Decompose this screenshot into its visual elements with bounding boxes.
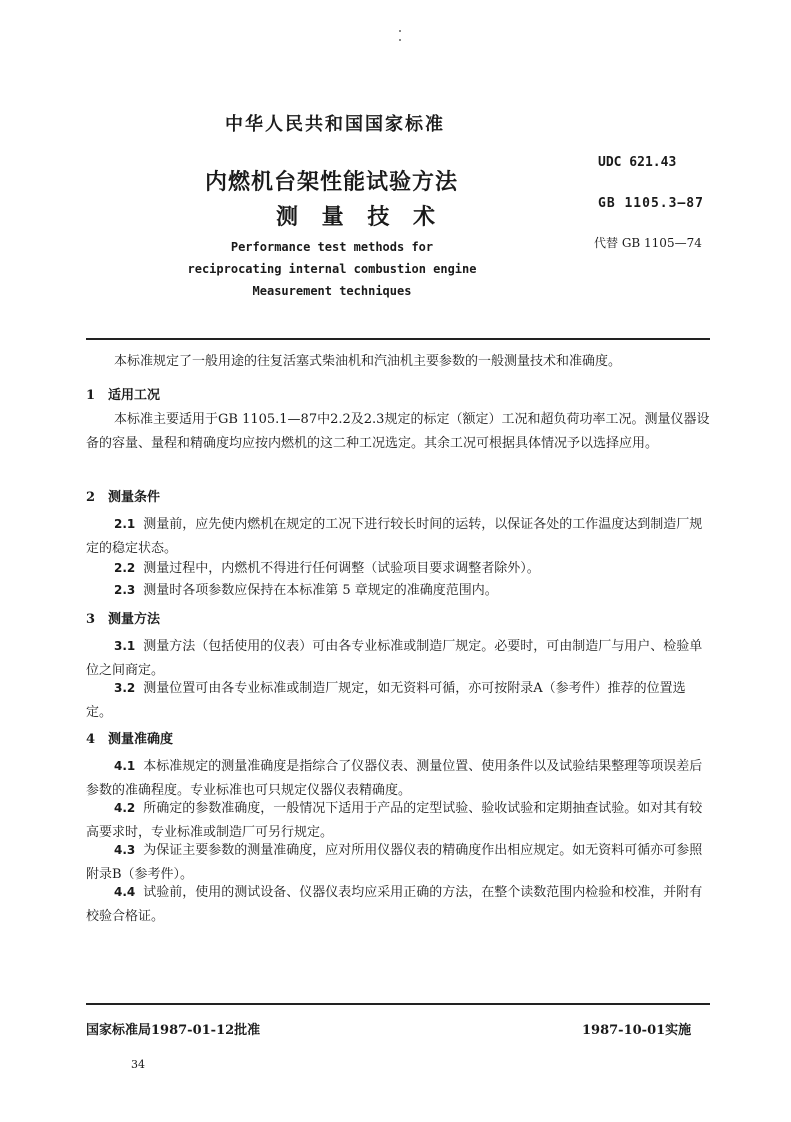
english-title-line: Performance test methods for xyxy=(230,240,434,254)
clause-text: 测量前，应先使内燃机在规定的工况下进行较长时间的运转，以保证各处的工作温度达到制造厂规定的稳定状态。 xyxy=(86,517,703,556)
clause-4-4 xyxy=(86,880,710,929)
clause-number: 4.1 xyxy=(114,759,136,773)
standard-country-heading: 中华人民共和国国家标准 xyxy=(225,114,445,135)
page-number: 34 xyxy=(131,1058,145,1071)
clause-number: 2.2 xyxy=(114,561,136,575)
standard-title: 内燃机台架性能试验方法 xyxy=(205,169,459,195)
udc-code: UDC 621.43 xyxy=(598,155,677,170)
clause-number: 4.3 xyxy=(114,843,136,857)
scan-mark xyxy=(399,30,401,52)
approval-date: 国家标准局1987-01-12批准 xyxy=(86,1023,261,1038)
clause-2-3 xyxy=(86,578,710,603)
clause-text: 测量方法（包括使用的仪表）可由各专业标准或制造厂规定。必要时，可由制造厂与用户、检验单位之间商定。 xyxy=(86,639,703,678)
clause-text: 试验前，使用的测试设备、仪器仪表均应采用正确的方法，在整个读数范围内检验和校准，并附有校验合格证。 xyxy=(86,885,703,924)
clause-3-2 xyxy=(86,676,710,725)
clause-text: 测量位置可由各专业标准或制造厂规定，如无资料可循，亦可按附录A（参考件）推荐的位置选定。 xyxy=(86,681,686,720)
clause-number: 3.1 xyxy=(114,639,136,653)
section-heading-3 xyxy=(86,608,160,627)
effective-date: 1987-10-01实施 xyxy=(582,1023,692,1038)
clause-text: 测量时各项参数应保持在本标准第 5 章规定的准确度范围内。 xyxy=(143,583,498,598)
section-title: 测量条件 xyxy=(108,490,161,505)
section-number: 2 xyxy=(86,490,96,505)
section-title: 测量方法 xyxy=(108,612,161,627)
clause-number: 2.1 xyxy=(114,517,136,531)
english-title-line: reciprocating internal combustion engine xyxy=(187,262,477,276)
section-heading-4 xyxy=(86,728,173,747)
clause-text: 为保证主要参数的测量准确度，应对所用仪器仪表的精确度作出相应规定。如无资料可循亦可参照附录B（参考件）。 xyxy=(86,843,703,882)
section-number: 3 xyxy=(86,612,96,627)
intro-paragraph: 本标准规定了一般用途的往复活塞式柴油机和汽油机主要参数的一般测量技术和准确度。 xyxy=(114,354,622,369)
clause-number: 4.2 xyxy=(114,801,136,815)
clause-text: 所确定的参数准确度，一般情况下适用于产品的定型试验、验收试验和定期抽查试验。如对其有较高要求时，专业标准或制造厂可另行规定。 xyxy=(86,801,703,840)
footer-divider xyxy=(86,1003,710,1005)
clause-number: 3.2 xyxy=(114,681,136,695)
section-number: 4 xyxy=(86,732,96,747)
clause-text: 本标准规定的测量准确度是指综合了仪器仪表、测量位置、使用条件以及试验结果整理等项误差后参数的准确程度。专业标准也可只规定仪器仪表精确度。 xyxy=(86,759,703,798)
section-title: 适用工况 xyxy=(108,388,161,403)
clause-2-1 xyxy=(86,512,710,561)
section-heading-1 xyxy=(86,384,160,403)
section-title: 测量准确度 xyxy=(108,732,174,747)
clause-number: 4.4 xyxy=(114,885,136,899)
clause-text: 测量过程中，内燃机不得进行任何调整（试验项目要求调整者除外）。 xyxy=(143,561,540,576)
section-1-paragraph: 本标准主要适用于GB 1105.1—87中2.2及2.3规定的标定（额定）工况和超负荷功率工况。测量仪器设备的容量、量程和精确度均应按内燃机的这二种工况选定。其余工况可根据具体情况予以选择应用。 xyxy=(86,412,710,451)
gb-number: GB 1105.3—87 xyxy=(598,196,704,211)
english-title-line: Measurement techniques xyxy=(252,284,412,298)
standard-subtitle: 测 量 技 术 xyxy=(276,204,443,230)
replaces-note: 代替 GB 1105—74 xyxy=(594,236,702,250)
section-heading-2 xyxy=(86,486,160,505)
section-number: 1 xyxy=(86,388,96,403)
clause-number: 2.3 xyxy=(114,583,136,597)
header-divider xyxy=(86,338,710,340)
